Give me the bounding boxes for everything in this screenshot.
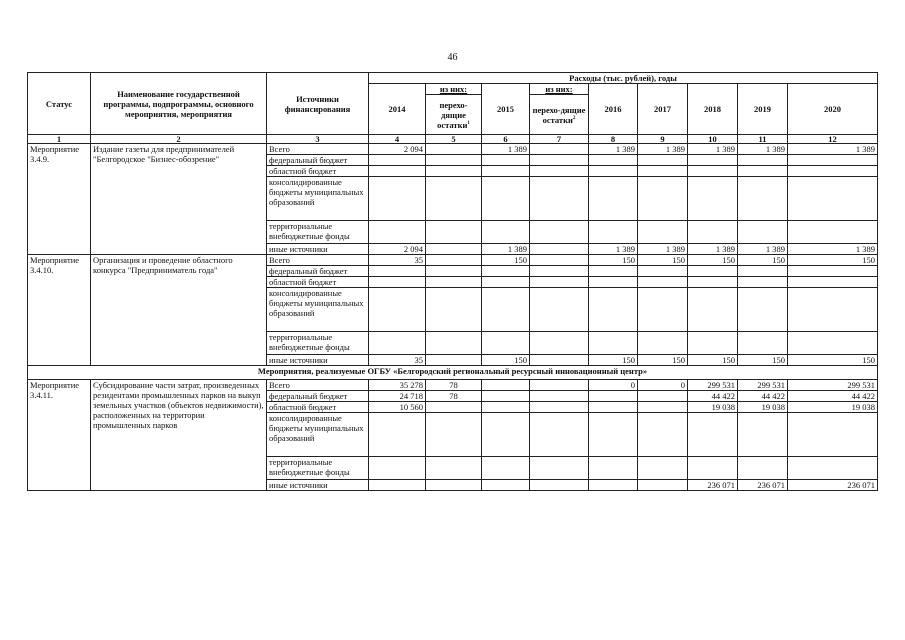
amount-cell <box>369 177 426 221</box>
amount-cell <box>589 288 638 332</box>
amount-cell: 1 389 <box>788 244 878 255</box>
amount-cell <box>788 277 878 288</box>
amount-cell <box>688 221 738 244</box>
amount-cell <box>638 402 688 413</box>
amount-cell: 299 531 <box>688 380 738 391</box>
amount-cell <box>482 221 530 244</box>
table-row <box>28 144 878 155</box>
row-activity-name: Издание газеты для предпринимателей "Белгородское "Бизнес-обозрение" <box>91 144 267 255</box>
amount-cell <box>788 457 878 480</box>
amount-cell <box>738 166 788 177</box>
amount-cell: 150 <box>738 355 788 366</box>
amount-cell <box>369 166 426 177</box>
amount-cell <box>426 277 482 288</box>
column-number: 7 <box>530 135 589 144</box>
amount-cell <box>426 166 482 177</box>
amount-cell: 78 <box>426 380 482 391</box>
amount-cell <box>638 177 688 221</box>
header-carryover-1: перехо-дящие остатки$^1$ <box>426 95 482 135</box>
amount-cell <box>530 244 589 255</box>
amount-cell <box>638 155 688 166</box>
amount-cell: 1 389 <box>482 244 530 255</box>
amount-cell <box>788 221 878 244</box>
header-sources: Источники финансирования <box>267 73 369 135</box>
funding-source-label: консолидированные бюджеты муниципальных образований <box>267 288 369 332</box>
header-year-2017: 2017 <box>638 84 688 135</box>
amount-cell: 150 <box>788 355 878 366</box>
funding-source-label: Всего <box>267 144 369 155</box>
amount-cell: 0 <box>638 380 688 391</box>
amount-cell: 1 389 <box>638 244 688 255</box>
amount-cell <box>589 391 638 402</box>
amount-cell: 1 389 <box>589 144 638 155</box>
funding-source-label: Всего <box>267 255 369 266</box>
amount-cell: 24 718 <box>369 391 426 402</box>
amount-cell: 299 531 <box>738 380 788 391</box>
amount-cell <box>530 221 589 244</box>
amount-cell <box>589 266 638 277</box>
amount-cell <box>638 288 688 332</box>
header-year-2018: 2018 <box>688 84 738 135</box>
amount-cell <box>788 288 878 332</box>
amount-cell <box>530 177 589 221</box>
amount-cell <box>530 266 589 277</box>
amount-cell <box>530 480 589 491</box>
amount-cell <box>426 402 482 413</box>
funding-source-label: иные источники <box>267 355 369 366</box>
amount-cell: 150 <box>482 355 530 366</box>
amount-cell: 150 <box>638 355 688 366</box>
amount-cell: 150 <box>589 355 638 366</box>
amount-cell <box>688 177 738 221</box>
header-carryover-2: перехо-дящие остатки$^2$ <box>530 95 589 135</box>
amount-cell <box>738 332 788 355</box>
amount-cell <box>530 166 589 177</box>
amount-cell <box>638 480 688 491</box>
amount-cell: 1 389 <box>738 244 788 255</box>
amount-cell <box>688 457 738 480</box>
header-status: Статус <box>28 73 91 135</box>
amount-cell <box>426 457 482 480</box>
amount-cell <box>530 413 589 457</box>
amount-cell: 44 422 <box>688 391 738 402</box>
amount-cell <box>589 457 638 480</box>
amount-cell <box>369 221 426 244</box>
amount-cell <box>589 413 638 457</box>
amount-cell: 44 422 <box>788 391 878 402</box>
section-title: Мероприятия, реализуемые ОГБУ «Белгородский региональный ресурсный инновационный центр» <box>28 366 878 380</box>
amount-cell <box>426 221 482 244</box>
amount-cell <box>788 413 878 457</box>
amount-cell <box>788 166 878 177</box>
amount-cell: 35 <box>369 255 426 266</box>
funding-source-label: консолидированные бюджеты муниципальных образований <box>267 413 369 457</box>
funding-source-label: федеральный бюджет <box>267 391 369 402</box>
amount-cell: 1 389 <box>589 244 638 255</box>
amount-cell: 236 071 <box>788 480 878 491</box>
amount-cell <box>638 221 688 244</box>
funding-source-label: иные источники <box>267 244 369 255</box>
amount-cell <box>530 288 589 332</box>
column-number: 10 <box>688 135 738 144</box>
amount-cell <box>482 155 530 166</box>
header-year-2020: 2020 <box>788 84 878 135</box>
amount-cell: 44 422 <box>738 391 788 402</box>
column-number: 2 <box>91 135 267 144</box>
amount-cell: 150 <box>688 255 738 266</box>
amount-cell <box>369 277 426 288</box>
row-status: Мероприятие 3.4.11. <box>28 380 91 491</box>
amount-cell <box>426 144 482 155</box>
amount-cell: 299 531 <box>788 380 878 391</box>
amount-cell <box>688 332 738 355</box>
amount-cell: 150 <box>688 355 738 366</box>
amount-cell: 10 560 <box>369 402 426 413</box>
amount-cell <box>738 413 788 457</box>
amount-cell: 0 <box>589 380 638 391</box>
amount-cell <box>589 166 638 177</box>
amount-cell <box>688 277 738 288</box>
header-year-2016: 2016 <box>589 84 638 135</box>
amount-cell <box>589 155 638 166</box>
amount-cell <box>369 266 426 277</box>
amount-cell: 150 <box>738 255 788 266</box>
funding-source-label: федеральный бюджет <box>267 266 369 277</box>
amount-cell <box>369 413 426 457</box>
amount-cell <box>530 255 589 266</box>
column-number: 12 <box>788 135 878 144</box>
amount-cell <box>589 402 638 413</box>
amount-cell <box>530 155 589 166</box>
amount-cell <box>688 155 738 166</box>
amount-cell <box>426 413 482 457</box>
amount-cell <box>638 166 688 177</box>
amount-cell <box>426 480 482 491</box>
amount-cell: 19 038 <box>738 402 788 413</box>
column-numbers-row <box>28 135 878 144</box>
amount-cell <box>369 288 426 332</box>
amount-cell <box>638 457 688 480</box>
amount-cell <box>530 277 589 288</box>
row-activity-name: Организация и проведение областного конкурса "Предприниматель года" <box>91 255 267 366</box>
amount-cell: 150 <box>638 255 688 266</box>
amount-cell <box>688 266 738 277</box>
amount-cell <box>638 266 688 277</box>
amount-cell <box>688 288 738 332</box>
amount-cell: 1 389 <box>738 144 788 155</box>
amount-cell: 19 038 <box>788 402 878 413</box>
footnote-mark-2: 2 <box>572 115 576 121</box>
amount-cell <box>638 413 688 457</box>
amount-cell <box>530 391 589 402</box>
amount-cell: 35 278 <box>369 380 426 391</box>
funding-source-label: территориальные внебюджетные фонды <box>267 221 369 244</box>
footnote-mark-1: 1 <box>467 120 470 126</box>
amount-cell <box>530 144 589 155</box>
amount-cell: 2 094 <box>369 144 426 155</box>
amount-cell: 2 094 <box>369 244 426 255</box>
amount-cell <box>589 480 638 491</box>
amount-cell <box>482 166 530 177</box>
funding-source-label: областной бюджет <box>267 402 369 413</box>
header-of-which-2: из них: <box>530 84 589 95</box>
funding-source-label: областной бюджет <box>267 277 369 288</box>
amount-cell <box>788 332 878 355</box>
amount-cell <box>426 288 482 332</box>
header-expenses: Расходы (тыс. рублей), годы <box>369 73 878 84</box>
amount-cell: 19 038 <box>688 402 738 413</box>
amount-cell <box>788 266 878 277</box>
header-of-which-1: из них: <box>426 84 482 95</box>
amount-cell <box>638 277 688 288</box>
table-header <box>28 73 878 144</box>
column-number: 8 <box>589 135 638 144</box>
amount-cell <box>738 266 788 277</box>
amount-cell <box>738 155 788 166</box>
amount-cell <box>738 277 788 288</box>
amount-cell <box>788 177 878 221</box>
page-number: 46 <box>447 52 458 63</box>
column-number: 1 <box>28 135 91 144</box>
amount-cell <box>482 480 530 491</box>
amount-cell: 1 389 <box>688 144 738 155</box>
amount-cell <box>369 480 426 491</box>
amount-cell: 78 <box>426 391 482 402</box>
row-status: Мероприятие 3.4.10. <box>28 255 91 366</box>
funding-source-label: федеральный бюджет <box>267 155 369 166</box>
amount-cell <box>638 332 688 355</box>
amount-cell: 1 389 <box>482 144 530 155</box>
column-number: 11 <box>738 135 788 144</box>
column-number: 6 <box>482 135 530 144</box>
amount-cell <box>369 332 426 355</box>
amount-cell <box>426 255 482 266</box>
amount-cell <box>482 402 530 413</box>
table-body <box>28 144 878 491</box>
amount-cell <box>738 177 788 221</box>
amount-cell <box>482 413 530 457</box>
amount-cell <box>530 332 589 355</box>
amount-cell <box>589 221 638 244</box>
amount-cell <box>426 177 482 221</box>
amount-cell <box>688 166 738 177</box>
amount-cell <box>589 277 638 288</box>
amount-cell <box>426 244 482 255</box>
amount-cell <box>738 457 788 480</box>
amount-cell <box>738 221 788 244</box>
column-number: 3 <box>267 135 369 144</box>
row-activity-name: Субсидирование части затрат, произведенных резидентами промышленных парков на выкуп земельных участков (объектов недвижимости), расположенных на территории промышленных парков <box>91 380 267 491</box>
amount-cell <box>426 355 482 366</box>
amount-cell <box>482 266 530 277</box>
header-year-2019: 2019 <box>738 84 788 135</box>
amount-cell <box>788 155 878 166</box>
amount-cell <box>482 391 530 402</box>
amount-cell <box>482 457 530 480</box>
amount-cell: 150 <box>589 255 638 266</box>
funding-source-label: Всего <box>267 380 369 391</box>
amount-cell <box>530 355 589 366</box>
amount-cell <box>482 332 530 355</box>
amount-cell <box>530 457 589 480</box>
row-status: Мероприятие 3.4.9. <box>28 144 91 255</box>
funding-source-label: консолидированные бюджеты муниципальных образований <box>267 177 369 221</box>
funding-source-label: территориальные внебюджетные фонды <box>267 332 369 355</box>
amount-cell <box>482 380 530 391</box>
amount-cell <box>530 402 589 413</box>
amount-cell: 236 071 <box>738 480 788 491</box>
funding-source-label: областной бюджет <box>267 166 369 177</box>
amount-cell <box>530 380 589 391</box>
amount-cell: 150 <box>482 255 530 266</box>
amount-cell: 150 <box>788 255 878 266</box>
amount-cell <box>369 155 426 166</box>
amount-cell <box>426 332 482 355</box>
amount-cell <box>589 332 638 355</box>
amount-cell <box>426 266 482 277</box>
table-row <box>28 380 878 391</box>
amount-cell <box>638 391 688 402</box>
amount-cell: 1 389 <box>688 244 738 255</box>
header-year-2014: 2014 <box>369 84 426 135</box>
column-number: 9 <box>638 135 688 144</box>
funding-source-label: территориальные внебюджетные фонды <box>267 457 369 480</box>
amount-cell <box>688 413 738 457</box>
header-name: Наименование государственной программы, подпрограммы, основного мероприятия, мероприятия <box>91 73 267 135</box>
amount-cell <box>482 288 530 332</box>
amount-cell <box>482 277 530 288</box>
header-year-2015: 2015 <box>482 84 530 135</box>
amount-cell <box>738 288 788 332</box>
amount-cell <box>369 457 426 480</box>
amount-cell: 35 <box>369 355 426 366</box>
amount-cell: 236 071 <box>688 480 738 491</box>
amount-cell <box>589 177 638 221</box>
column-number: 4 <box>369 135 426 144</box>
budget-table <box>27 72 878 491</box>
funding-source-label: иные источники <box>267 480 369 491</box>
amount-cell <box>426 155 482 166</box>
section-row <box>28 366 878 380</box>
amount-cell: 1 389 <box>788 144 878 155</box>
column-number: 5 <box>426 135 482 144</box>
amount-cell <box>482 177 530 221</box>
amount-cell: 1 389 <box>638 144 688 155</box>
table-row <box>28 255 878 266</box>
